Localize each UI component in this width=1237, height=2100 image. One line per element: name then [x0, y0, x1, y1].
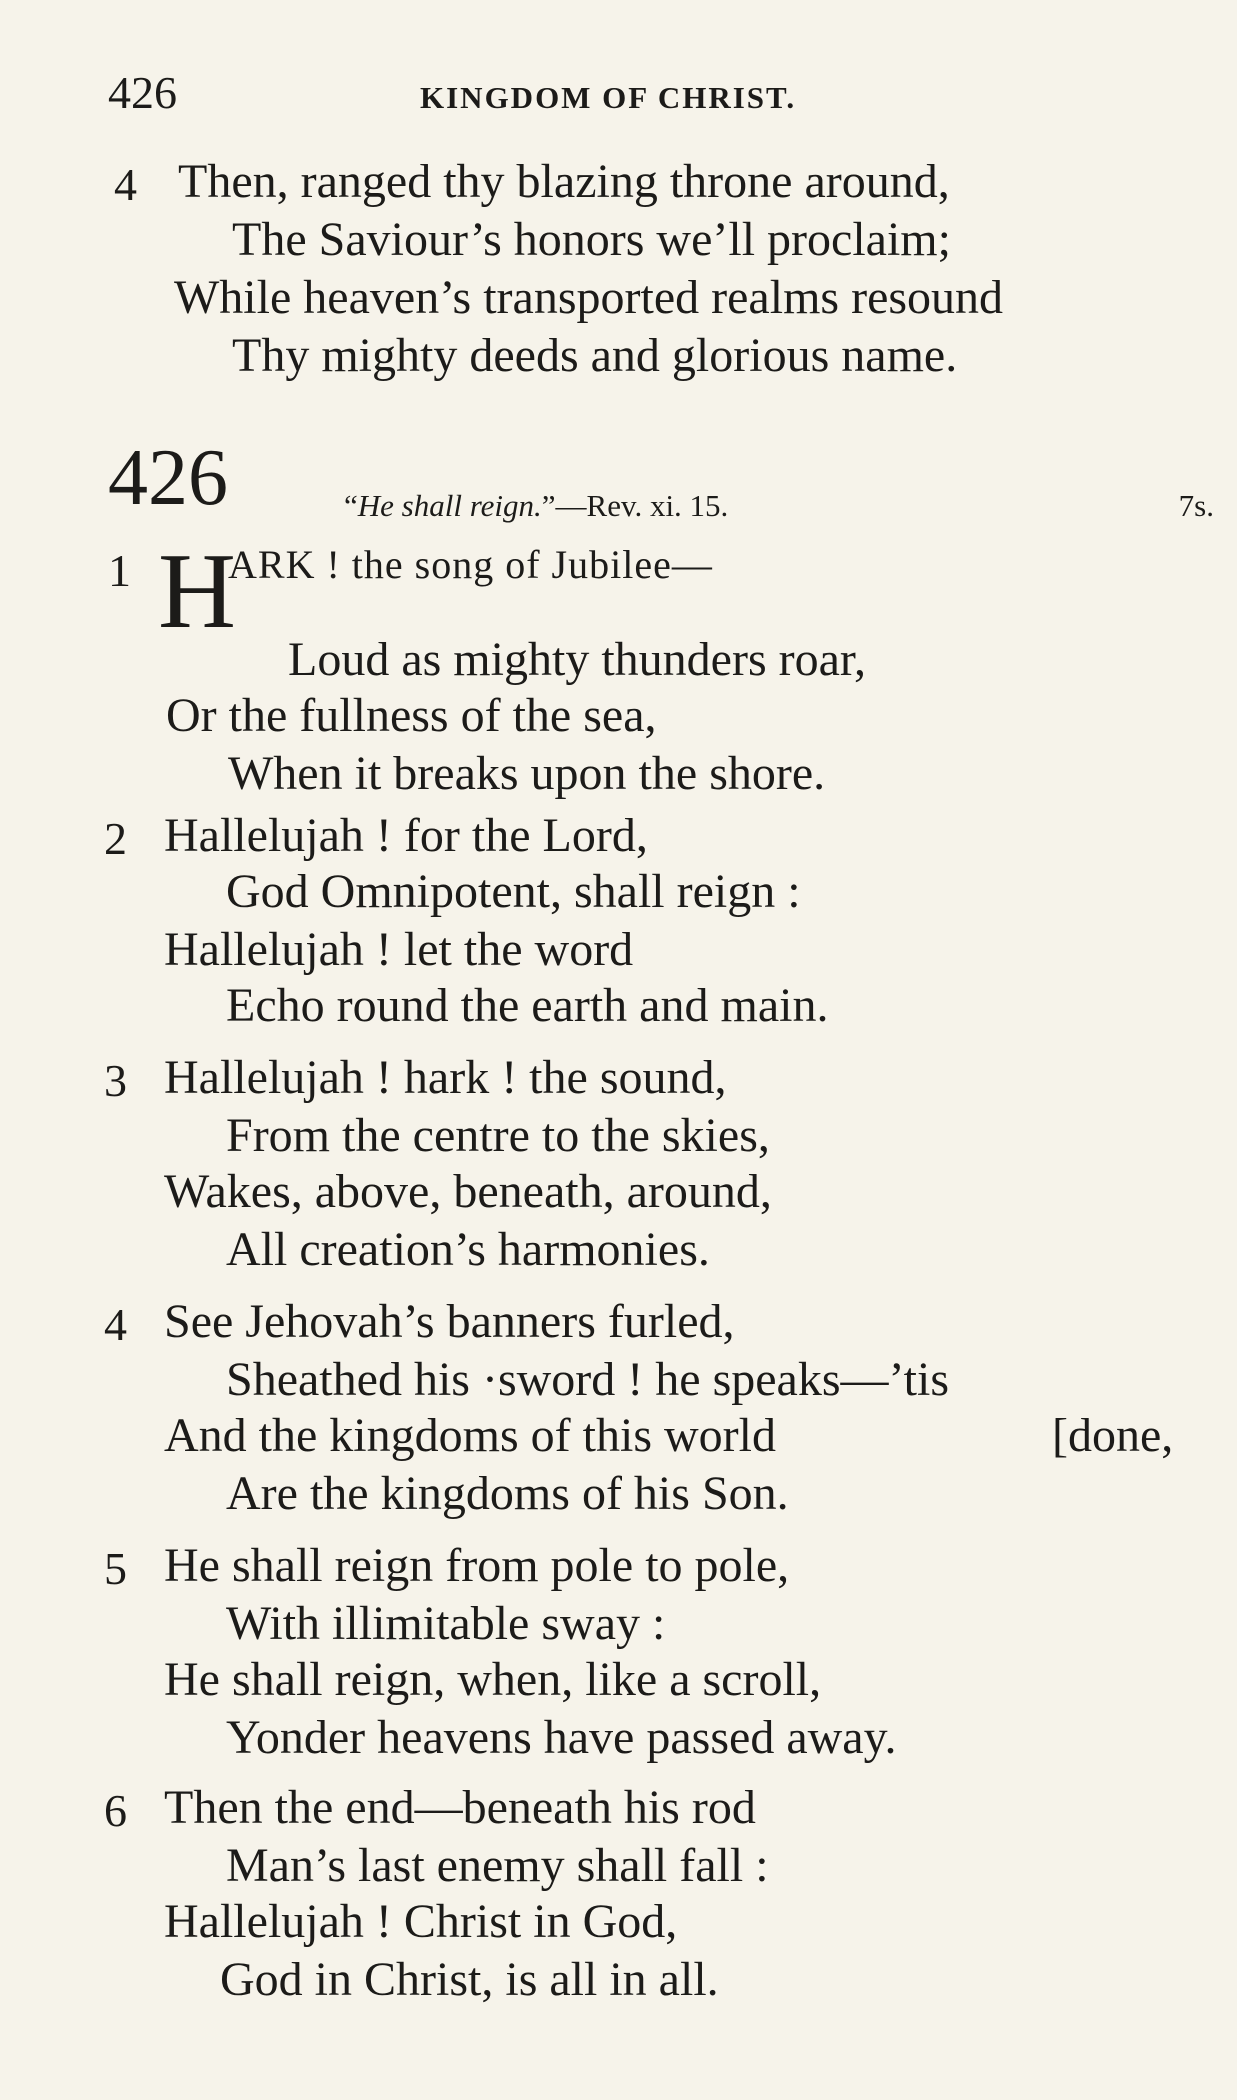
stanza-1-number: 1	[108, 545, 131, 596]
stanza-4-number: 4	[104, 1299, 127, 1350]
stanza-5-line-1: He shall reign from pole to pole,	[164, 1539, 790, 1592]
stanza-6-line-4: God in Christ, is all in all.	[220, 1953, 719, 2006]
epigraph-quote: He shall reign.	[357, 488, 542, 523]
stanza-6-line-1: Then the end—beneath his rod	[164, 1781, 756, 1834]
drop-cap: H	[158, 532, 236, 651]
stanza-3-number: 3	[104, 1055, 127, 1106]
stanza-3-line-1: Hallelujah ! hark ! the sound,	[164, 1051, 727, 1104]
hymn-number: 426	[108, 434, 228, 522]
stanza-5-number: 5	[104, 1543, 127, 1594]
hymn-epigraph: “He shall reign.”—Rev. xi. 15.	[344, 488, 729, 523]
prev-stanza-number: 4	[114, 159, 137, 210]
stanza-4-line-4: Are the kingdoms of his Son.	[226, 1467, 789, 1520]
stanza-1-line-1: ARK ! the song of Jubilee—	[228, 542, 713, 587]
stanza-2-number: 2	[104, 813, 127, 864]
stanza-1-line-3: Or the fullness of the sea,	[166, 689, 657, 742]
stanza-4-line-2: Sheathed his ·sword ! he speaks—’tis	[226, 1353, 949, 1406]
stanza-1-line-2: Loud as mighty thunders roar,	[288, 633, 866, 686]
stanza-3-line-2: From the centre to the skies,	[226, 1109, 770, 1162]
stanza-2-line-1: Hallelujah ! for the Lord,	[164, 809, 648, 862]
prev-stanza-line-2: The Saviour’s honors we’ll proclaim;	[232, 213, 951, 266]
stanza-2-line-3: Hallelujah ! let the word	[164, 923, 634, 976]
stanza-1-line-4: When it breaks upon the shore.	[228, 747, 826, 800]
stanza-5-line-3: He shall reign, when, like a scroll,	[164, 1653, 822, 1706]
prev-stanza-line-1: Then, ranged thy blazing throne around,	[178, 155, 950, 208]
stanza-6-number: 6	[104, 1785, 127, 1836]
running-title: KINGDOM OF CHRIST.	[420, 80, 797, 115]
hymn-header	[108, 434, 1214, 523]
stanza-4-turnover: [done,	[1052, 1409, 1174, 1462]
prev-stanza-line-3: While heaven’s transported realms resound	[174, 271, 1004, 324]
stanza-2-line-4: Echo round the earth and main.	[226, 979, 829, 1032]
running-head	[108, 66, 1208, 126]
stanza-5-line-4: Yonder heavens have passed away.	[226, 1711, 897, 1764]
stanza-5-line-2: With illimitable sway :	[226, 1597, 666, 1650]
prev-stanza-line-4: Thy mighty deeds and glorious name.	[232, 329, 958, 382]
stanza-6-line-3: Hallelujah ! Christ in God,	[164, 1895, 678, 1948]
page-number: 426	[108, 67, 177, 118]
stanza-3-line-3: Wakes, above, beneath, around,	[164, 1165, 772, 1218]
stanza-6-line-2: Man’s last enemy shall fall :	[226, 1839, 769, 1892]
stanza-4-line-1: See Jehovah’s banners furled,	[164, 1295, 735, 1348]
epigraph-reference: —Rev. xi. 15.	[555, 488, 729, 523]
stanza-4-line-3: And the kingdoms of this world	[164, 1409, 776, 1462]
stanza-3-line-4: All creation’s harmonies.	[226, 1223, 710, 1276]
hymn-meter: 7s.	[1178, 488, 1214, 523]
stanza-2-line-2: God Omnipotent, shall reign :	[226, 865, 801, 918]
